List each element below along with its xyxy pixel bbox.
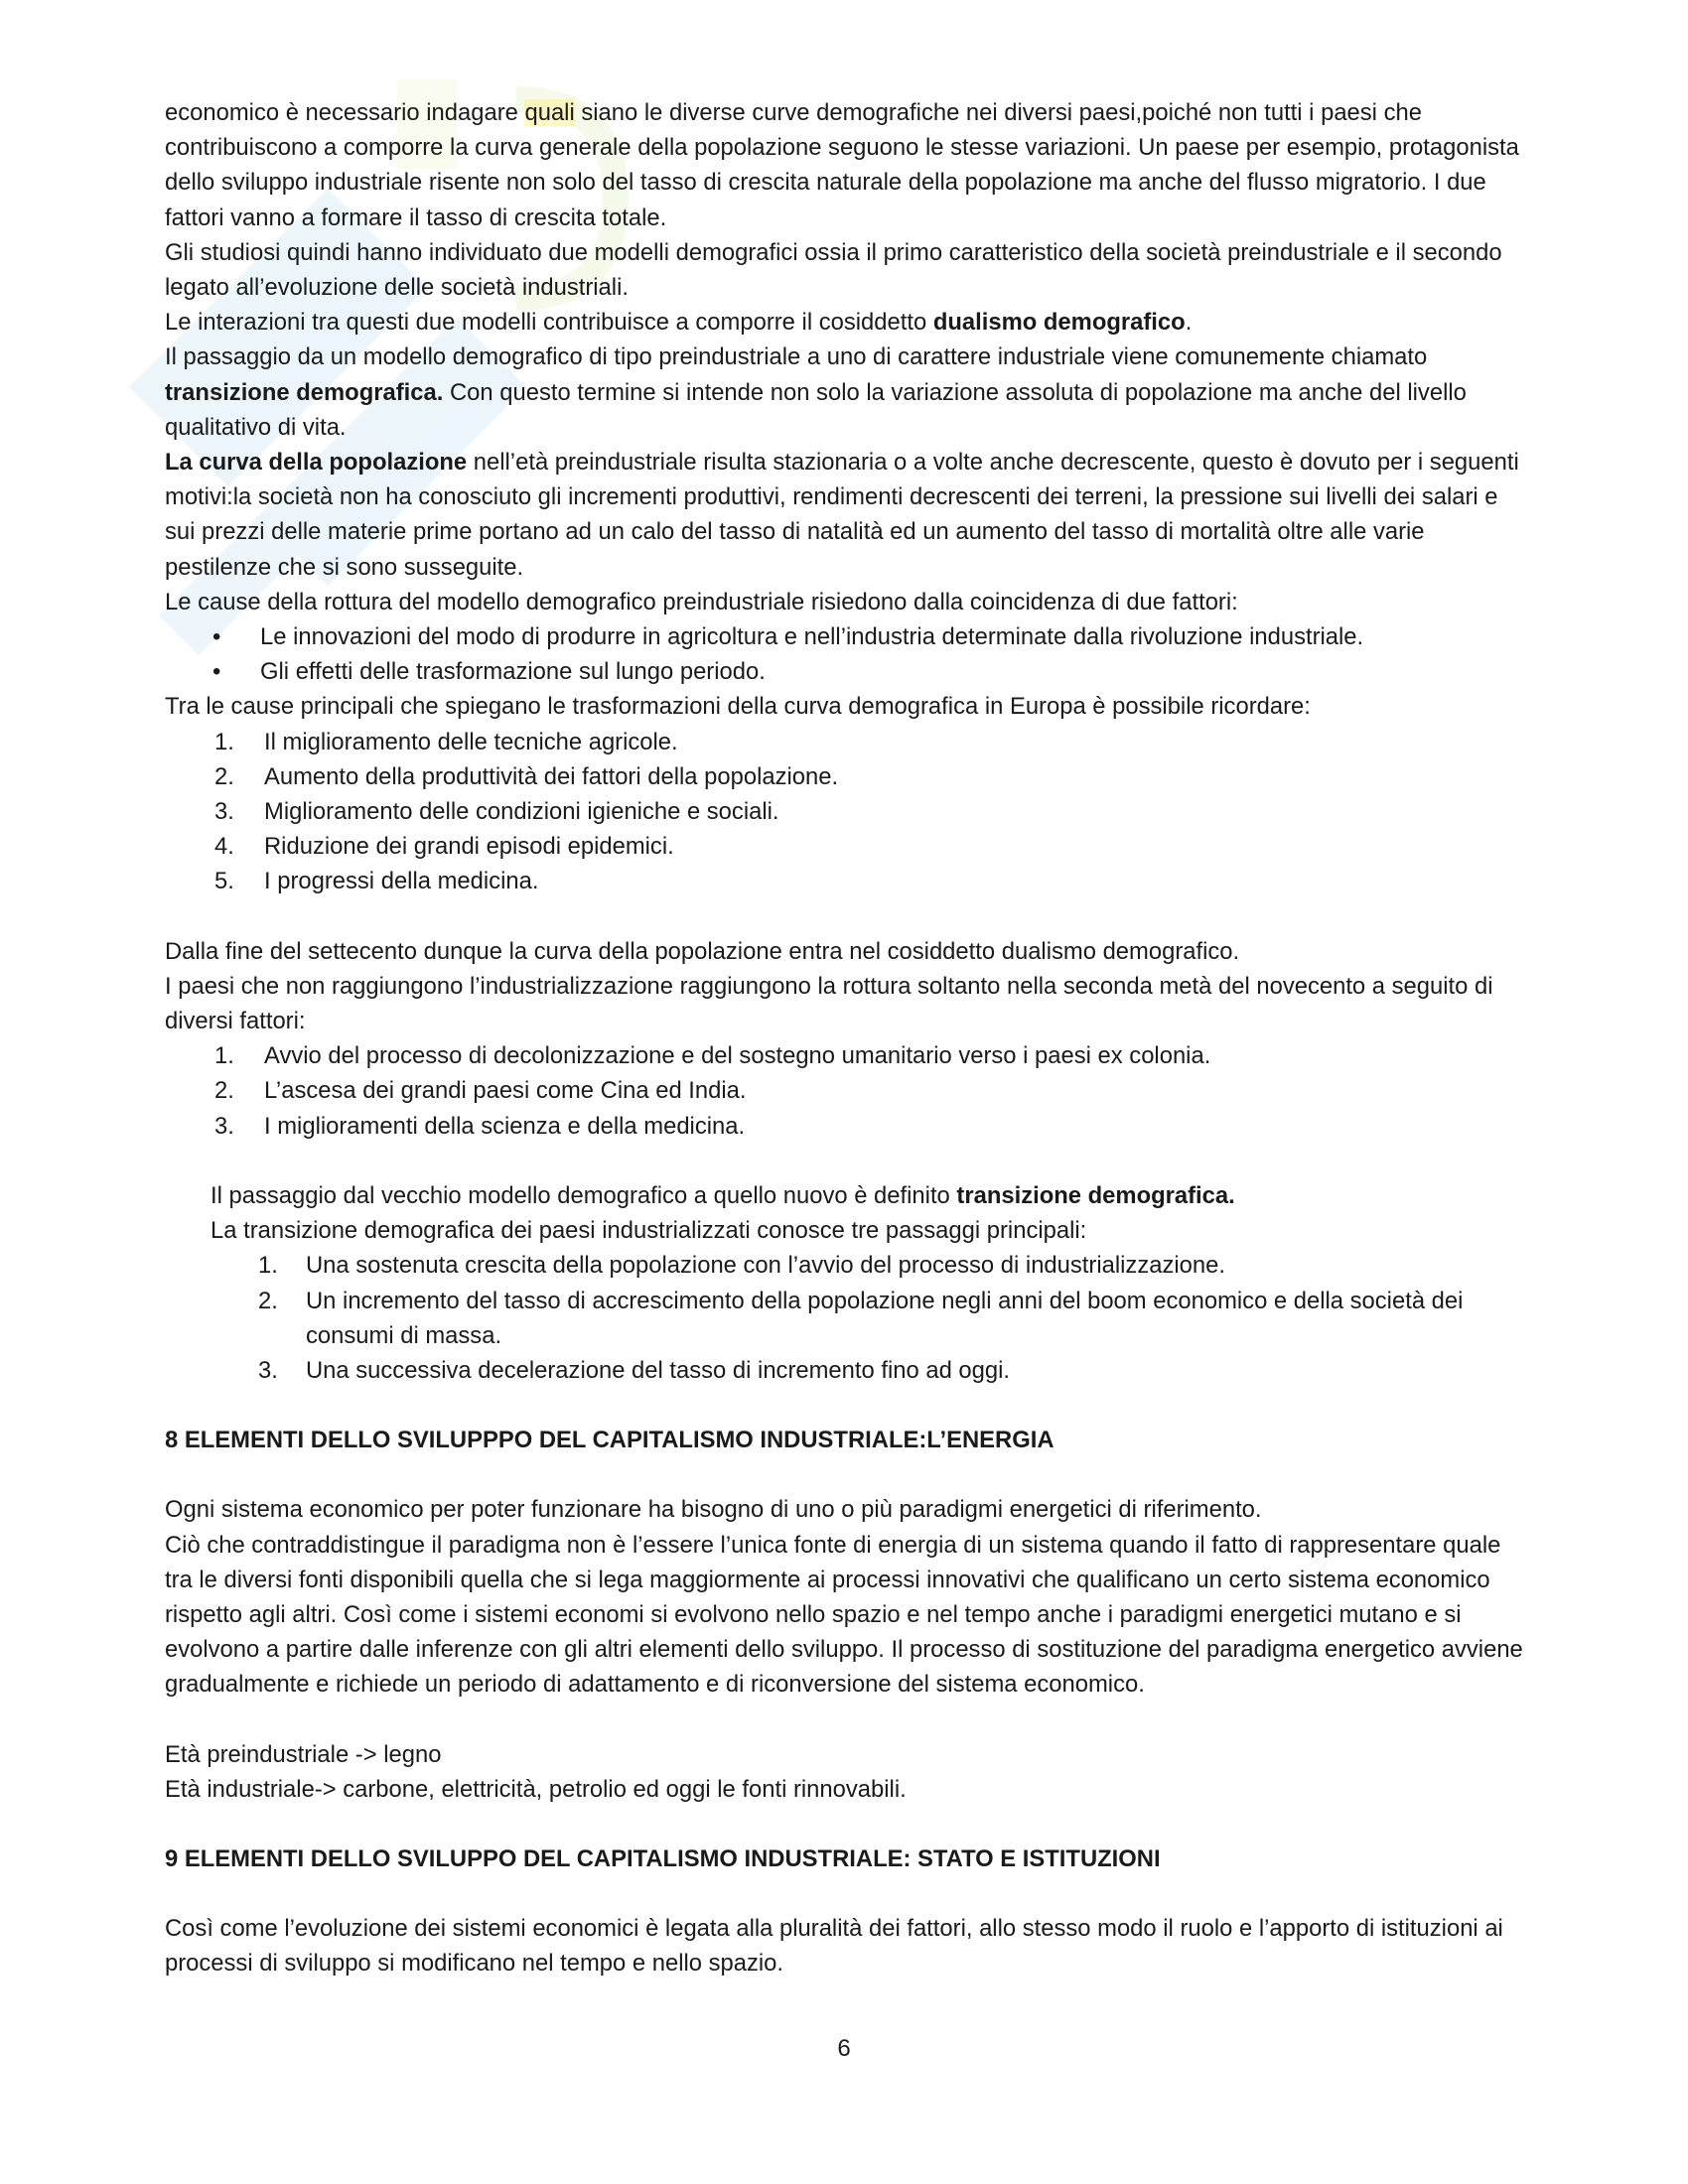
list-item: 5. I progressi della medicina. bbox=[214, 868, 539, 895]
paragraph: Il passaggio da un modello demografico di tipo preindustriale a uno di carattere industriale viene comunemente chiamato transizione demografica. Con questo termine si intende non solo la variazione assoluta di popolazione ma anche del livello qualitativo di vita. bbox=[165, 343, 1467, 441]
paragraph: I paesi che non raggiungono l’industrializzazione raggiungono la rottura soltanto nella seconda metà del novecento a seguito di diversi fattori: bbox=[165, 972, 1493, 1035]
section-heading: 8 ELEMENTI DELLO SVILUPPPO DEL CAPITALISMO INDUSTRIALE:L’ENERGIA bbox=[165, 1427, 1055, 1454]
paragraph: Così come l’evoluzione dei sistemi economici è legata alla pluralità dei fattori, allo stesso modo il ruolo e l’apporto di istituzioni ai processi di sviluppo si modificano nel tempo e nello spazio. bbox=[165, 1915, 1503, 1978]
bullet-marker: • bbox=[212, 623, 221, 651]
paragraph: Tra le cause principali che spiegano le trasformazioni della curva demografica in Europa è possibile ricordare: bbox=[165, 693, 1311, 721]
list-item: 3. I miglioramenti della scienza e della medicina. bbox=[214, 1112, 746, 1140]
page-number: 6 bbox=[837, 2035, 851, 2062]
list-item: • Gli effetti delle trasformazione sul lungo periodo. bbox=[165, 654, 1525, 689]
paragraph: economico è necessario indagare quali siano le diverse curve demografiche nei diversi paesi,poiché non tutti i paesi che contribuiscono a comporre la curva generale della popolazione seguono le stesse variazioni. Un paese per esempio, protagonista dello sviluppo industriale risente non solo del tasso di crescita naturale della popolazione ma anche del flusso migratorio. I due fattori vanno a formare il tasso di crescita totale. bbox=[165, 99, 1519, 231]
paragraph: Dalla fine del settecento dunque la curva della popolazione entra nel cosiddetto dualismo demografico. bbox=[165, 937, 1240, 965]
bullet-marker: • bbox=[212, 658, 221, 686]
paragraph: La transizione demografica dei paesi industrializzati conosce tre passaggi principali: bbox=[211, 1217, 1087, 1245]
list-item: 4. Riduzione dei grandi episodi epidemici. bbox=[214, 833, 674, 861]
paragraph: Età preindustriale -> legno bbox=[165, 1740, 442, 1768]
paragraph: Il passaggio dal vecchio modello demografico a quello nuovo è definito transizione demografica. bbox=[211, 1181, 1235, 1209]
list-item: 3. Una successiva decelerazione del tasso di incremento fino ad oggi. bbox=[258, 1356, 1011, 1384]
paragraph: Ciò che contraddistingue il paradigma non è l’essere l’unica fonte di energia di un sistema quando il fatto di rappresentare quale tra le diversi fonti disponibili quella che si lega maggiormente ai processi innovativi che qualificano un certo sistema economico rispetto agli altri. Così come i sistemi economi si evolvono nello spazio e nel tempo anche i paradigmi energetici mutano e si evolvono a partire dalle inferenze con gli altri elementi dello sviluppo. Il processo di sostituzione del paradigma energetico avviene gradualmente e richiede un periodo di adattamento e di riconversione del sistema economico. bbox=[165, 1531, 1523, 1699]
list-item: • Le innovazioni del modo di produrre in agricoltura e nell’industria determinate dalla rivoluzione industriale. bbox=[165, 619, 1525, 654]
paragraph: Le interazioni tra questi due modelli contribuisce a comporre il cosiddetto dualismo demografico. bbox=[165, 309, 1193, 337]
list-item: 3. Miglioramento delle condizioni igieniche e sociali. bbox=[214, 798, 779, 826]
list-item: 2. Un incremento del tasso di accrescimento della popolazione negli anni del boom economico e della società dei consumi di massa. bbox=[258, 1287, 1464, 1349]
paragraph: Ogni sistema economico per poter funzionare ha bisogno di uno o più paradigmi energetici di riferimento. bbox=[165, 1496, 1262, 1524]
list-item: 1. Il miglioramento delle tecniche agricole. bbox=[214, 728, 678, 755]
list-item: 1. Avvio del processo di decolonizzazione e del sostegno umanitario verso i paesi ex colonia. bbox=[214, 1042, 1211, 1070]
document-body bbox=[165, 95, 1525, 1981]
paragraph: La curva della popolazione nell’età preindustriale risulta stazionaria o a volte anche decrescente, questo è dovuto per i seguenti motivi:la società non ha conosciuto gli incrementi produttivi, rendimenti decrescenti dei terreni, la pressione sui livelli dei salari e sui prezzi delle materie prime portano ad un calo del tasso di natalità ed un aumento del tasso di mortalità oltre alle varie pestilenze che si sono susseguite. bbox=[165, 449, 1519, 581]
list-item: 1. Una sostenuta crescita della popolazione con l’avvio del processo di industrializzazione. bbox=[258, 1252, 1225, 1280]
paragraph: Età industriale-> carbone, elettricità, petrolio ed oggi le fonti rinnovabili. bbox=[165, 1775, 907, 1803]
paragraph: Le cause della rottura del modello demografico preindustriale risiedono dalla coincidenza di due fattori: bbox=[165, 588, 1238, 615]
section-heading: 9 ELEMENTI DELLO SVILUPPO DEL CAPITALISMO INDUSTRIALE: STATO E ISTITUZIONI bbox=[165, 1844, 1161, 1872]
list-item: 2. Aumento della produttività dei fattori della popolazione. bbox=[214, 762, 839, 790]
paragraph: Gli studiosi quindi hanno individuato due modelli demografici ossia il primo caratteristico della società preindustriale e il secondo legato all’evoluzione delle società industriali. bbox=[165, 238, 1502, 302]
list-item: 2. L’ascesa dei grandi paesi come Cina ed India. bbox=[214, 1077, 747, 1105]
